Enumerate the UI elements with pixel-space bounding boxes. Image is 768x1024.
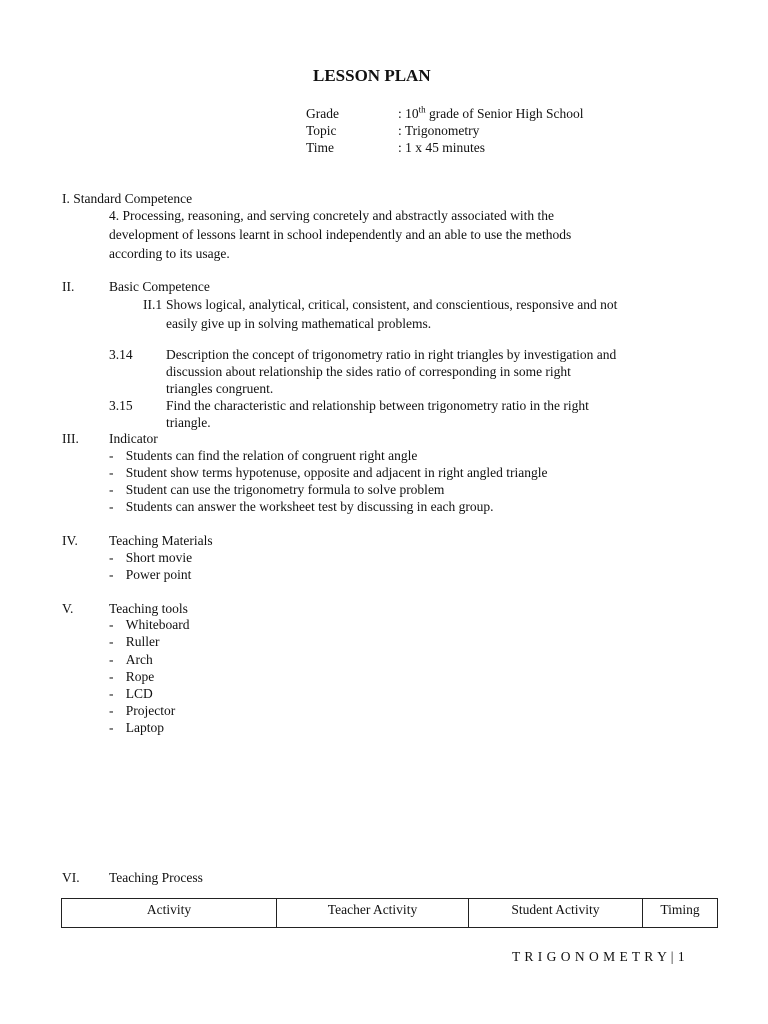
table-header-teacher-activity: Teacher Activity xyxy=(277,899,469,927)
list-item: - Projector xyxy=(109,703,176,718)
section-number: V. xyxy=(62,601,74,616)
list-item: - Student show terms hypotenuse, opposite and adjacent in right angled triangle xyxy=(109,465,548,480)
competence-line: discussion about relationship the sides ratio of corresponding in some right xyxy=(166,364,571,379)
list-item: - Whiteboard xyxy=(109,617,190,632)
table-header-activity: Activity xyxy=(62,899,277,927)
list-item: - Students can answer the worksheet test by discussing in each group. xyxy=(109,499,494,514)
grade-label: Grade xyxy=(306,106,339,121)
competence-line: easily give up in solving mathematical problems. xyxy=(166,316,432,331)
time-value: : 1 x 45 minutes xyxy=(398,140,485,155)
standard-competence-line: 4. Processing, reasoning, and serving concretely and abstractly associated with the xyxy=(109,208,554,223)
competence-line: triangle. xyxy=(166,415,211,430)
competence-line: triangles congruent. xyxy=(166,381,274,396)
page-title: LESSON PLAN xyxy=(313,66,431,85)
table-header-timing: Timing xyxy=(660,902,700,917)
section-teaching-process-heading: Teaching Process xyxy=(109,870,203,885)
time-label: Time xyxy=(306,140,335,155)
section-number: II. xyxy=(62,279,75,294)
section-standard-competence-heading: I. Standard Competence xyxy=(62,191,193,206)
competence-line: Description the concept of trigonometry ratio in right triangles by investigation and xyxy=(166,347,617,362)
section-basic-competence-heading: Basic Competence xyxy=(109,279,210,294)
competence-line: Shows logical, analytical, critical, consistent, and conscientious, responsive and not xyxy=(166,297,618,312)
standard-competence-line: development of lessons learnt in school independently and an able to use the methods xyxy=(109,227,572,242)
section-number: IV. xyxy=(62,533,78,548)
section-number: III. xyxy=(62,431,79,446)
grade-value: : 10th grade of Senior High School xyxy=(398,104,584,121)
list-item: - Students can find the relation of congruent right angle xyxy=(109,448,418,463)
section-teaching-tools-heading: Teaching tools xyxy=(109,601,188,616)
list-item: - Power point xyxy=(109,567,192,582)
competence-number: II.1 xyxy=(143,297,163,312)
competence-number: 3.15 xyxy=(109,398,133,413)
competence-number: 3.14 xyxy=(109,347,133,362)
topic-value: : Trigonometry xyxy=(398,123,480,138)
competence-line: Find the characteristic and relationship between trigonometry ratio in the right xyxy=(166,398,589,413)
page-footer: T R I G O N O M E T R Y | 1 xyxy=(512,949,686,964)
section-indicator-heading: Indicator xyxy=(109,431,158,446)
list-item: - Student can use the trigonometry formula to solve problem xyxy=(109,482,445,497)
list-item: - Short movie xyxy=(109,550,193,565)
section-number: VI. xyxy=(62,870,80,885)
list-item: - Ruller xyxy=(109,634,160,649)
list-item: - LCD xyxy=(109,686,153,701)
list-item: - Arch xyxy=(109,652,153,667)
section-teaching-materials-heading: Teaching Materials xyxy=(109,533,213,548)
list-item: - Rope xyxy=(109,669,155,684)
teaching-process-table xyxy=(61,898,718,928)
topic-label: Topic xyxy=(306,123,337,138)
table-header-student-activity: Student Activity xyxy=(469,899,643,927)
standard-competence-line: according to its usage. xyxy=(109,246,230,261)
list-item: - Laptop xyxy=(109,720,164,735)
